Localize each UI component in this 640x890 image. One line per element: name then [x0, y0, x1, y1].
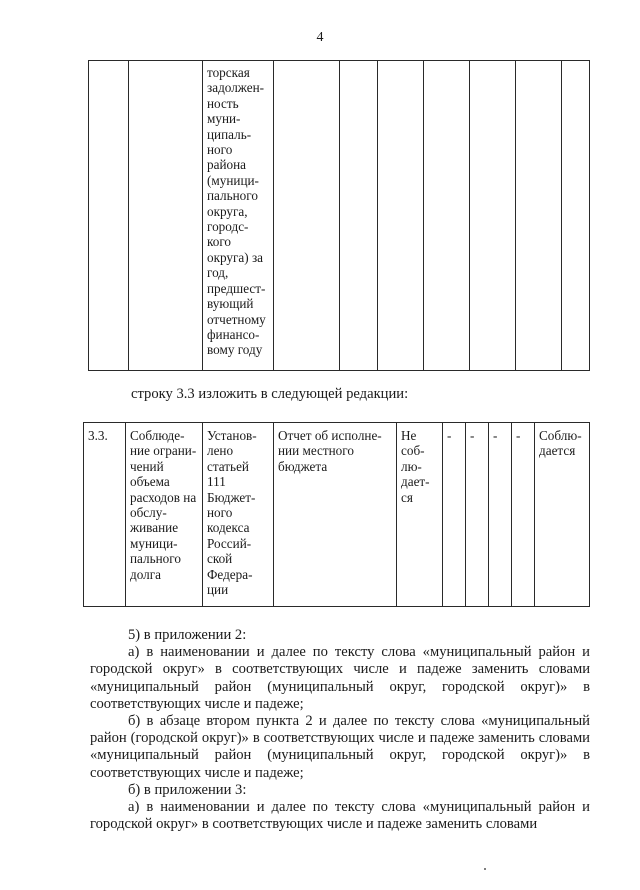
table-cell: [378, 61, 424, 371]
met-cell: Соблю- дается: [535, 423, 590, 607]
basis-cell: Установ- лено статьей 111 Бюджет- ного кодекса Россий- ской Федера- ции: [203, 423, 274, 607]
indicator-cell: Соблюде- ние ограни- чений объема расходов на обслу- живание муници- пального долга: [126, 423, 203, 607]
not-met-cell: Не соб- лю- дает- ся: [397, 423, 443, 607]
table-cell: [516, 61, 562, 371]
dash-cell: -: [489, 423, 512, 607]
table-cell: [274, 61, 340, 371]
table-cell-indicator-continued: торская задолжен- ность муни- ципаль- ного района (муници- пального округа, городс- кого округа) за год, предшест- вующий отчетному финансо- вому году: [203, 61, 274, 371]
paragraph: а) в наименовании и далее по тексту слова «муниципальный район и городской округ» в соответствующих числе и падеже заменить словами: [90, 799, 590, 833]
paragraph: б) в приложении 3:: [128, 781, 247, 798]
dash-cell: -: [512, 423, 535, 607]
scan-speck: [484, 868, 486, 870]
table-cell: [129, 61, 203, 371]
table-cell: [562, 61, 590, 371]
source-cell: Отчет об исполне- нии местного бюджета: [274, 423, 397, 607]
table-cell: [470, 61, 516, 371]
paragraph: б) в абзаце втором пункта 2 и далее по тексту слова «муниципальный район (городской округ)» в соответствующих числе и падеже заменить словами «муниципальный район (муниципальный округ, городской округ)» в соответствующих числе и падеже;: [90, 713, 590, 781]
dash-cell: -: [466, 423, 489, 607]
row-number-cell: 3.3.: [84, 423, 126, 607]
dash-cell: -: [443, 423, 466, 607]
table-row: [84, 423, 590, 607]
body-text: [90, 627, 590, 833]
table-cell: [340, 61, 378, 371]
table-row: [89, 61, 590, 371]
page-number: 4: [316, 30, 324, 45]
table-row-3-3: [83, 422, 590, 607]
table-cell: [89, 61, 129, 371]
paragraph: а) в наименовании и далее по тексту слова «муниципальный район и городской округ» в соответствующих числе и падеже заменить словами «муниципальный район (муниципальный округ, городской округ)» в соответствующих числе и падеже;: [90, 644, 590, 712]
table-cell: [424, 61, 470, 371]
table-caption: строку 3.3 изложить в следующей редакции:: [131, 386, 409, 402]
table-continuation: [88, 60, 590, 371]
paragraph: 5) в приложении 2:: [128, 627, 247, 643]
